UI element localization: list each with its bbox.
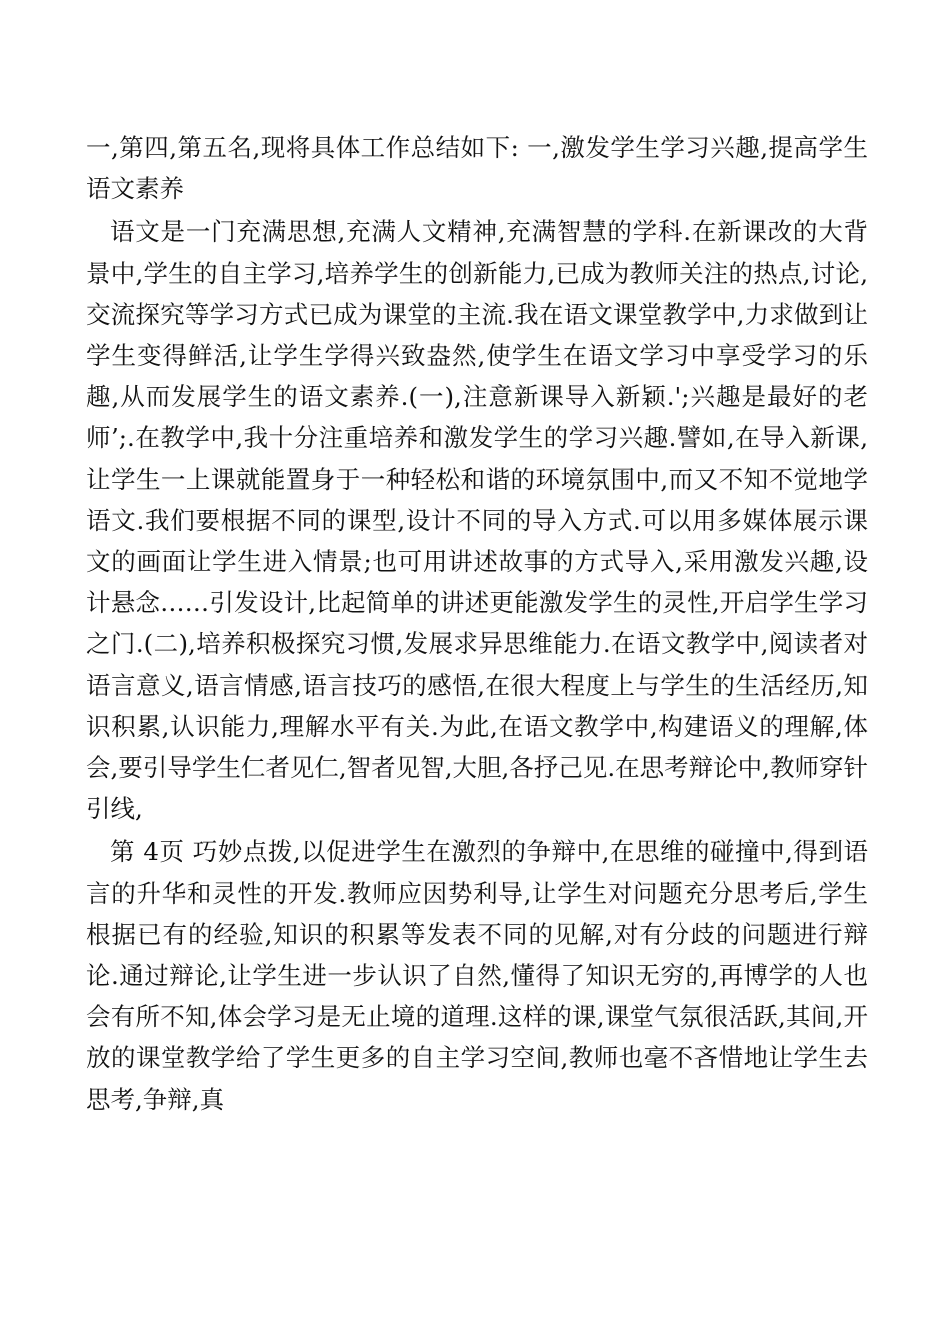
paragraph-main: 语文是一门充满思想,充满人文精神,充满智慧的学科.在新课改的大背景中,学生的自主学习,培养学生的创新能力,已成为教师关注的热点,讨论,交流探究等学习方式已成为课堂的主流.我在语文课堂教学中,力求做到让学生变得鲜活,让学生学得兴致盎然,使学生在语文学习中享受学习的乐趣,从而发展学生的语文素养.(一),注意新课导入新颖.';兴趣是最好的老师’;.在教学中,我十分注重培养和激发学生的学习兴趣.譬如,在导入新课,让学生一上课就能置身于一种轻松和谐的环境氛围中,而又不知不觉地学语文.我们要根据不同的课型,设计不同的导入方式.可以用多媒体展示课文的画面让学生进入情景;也可用讲述故事的方式导入,采用激发兴趣,设计悬念……引发设计,比起简单的讲述更能激发学生的灵性,开启学生学习之门.(二),培养积极探究习惯,发展求异思维能力.在语文教学中,阅读者对语言意义,语言情感,语言技巧的感悟,在很大程度上与学生的生活经历,知识积累,认识能力,理解水平有关.为此,在语文教学中,构建语义的理解,体会,要引导学生仁者见仁,智者见智,大胆,各抒己见.在思考辩论中,教师穿针引线, (86, 217, 868, 824)
paragraph-intro: 一,第四,第五名,现将具体工作总结如下: 一,激发学生学习兴趣,提高学生语文素养 (86, 133, 868, 204)
paragraph-page-4: 第 4页 巧妙点拨,以促进学生在激烈的争辩中,在思维的碰撞中,得到语言的升华和灵性的开发.教师应因势利导,让学生对问题充分思考后,学生根据已有的经验,知识的积累等发表不同的见解,对有分歧的问题进行辩论.通过辩论,让学生进一步认识了自然,懂得了知识无穷的,再博学的人也会有所不知,体会学习是无止境的道理.这样的课,课堂气氛很活跃,其间,开放的课堂教学给了学生更多的自主学习空间,教师也毫不吝惜地让学生去思考,争辩,真 (86, 837, 868, 1114)
document-body (86, 127, 868, 1120)
